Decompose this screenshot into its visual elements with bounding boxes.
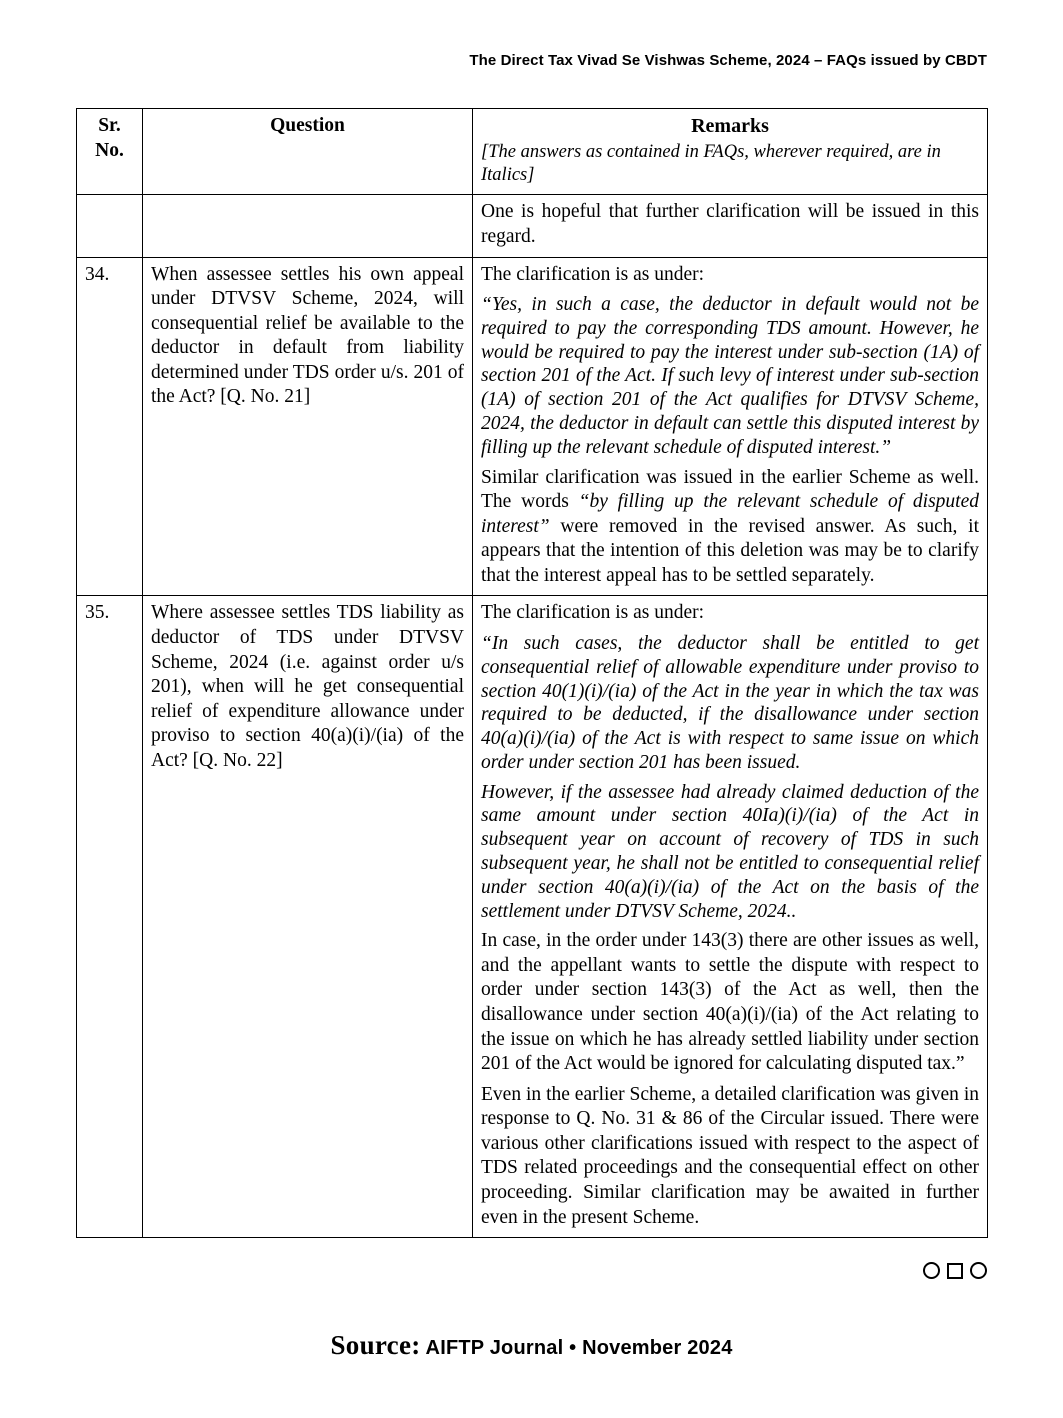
column-header-remarks-note: [The answers as contained in FAQs, wherever required, are in Italics]	[481, 142, 941, 186]
remarks-paragraph-quote: “Yes, in such a case, the deductor in default would not be required to pay the corresponding TDS amount. However, he would be required to pay the interest under sub-section (1A) of section 201 of the Act. If such levy of interest under sub-section (1A) of section 201 of the Act qualifies for DTVSV Scheme, 2024, the deductor in default can settle this disputed interest by filling up the relevant schedule of disputed interest.”	[481, 294, 979, 458]
cell-sr-no: 34.	[77, 257, 143, 596]
remarks-paragraph: The clarification is as under:	[481, 602, 705, 624]
emphasised-quote: “by filling up the relevant schedule of disputed interest”	[481, 491, 980, 537]
table-header	[77, 109, 988, 195]
footer-ornament	[923, 1262, 987, 1279]
cell-sr-no	[77, 195, 143, 257]
column-header-question: Question	[143, 109, 473, 195]
circle-icon	[923, 1262, 940, 1279]
remarks-paragraph-quote-continued: However, if the assessee had already claimed deduction of the same amount under section 40Ia)(i)/(ia) of the Act in subsequent year on account of recovery of TDS in such subsequent year, he shall not be entitled to consequential relief under section 40(a)(i)/(ia) of the Act on the basis of the settlement under DTVSV Scheme, 2024..	[481, 781, 979, 922]
page-header: The Direct Tax Vivad Se Vishwas Scheme, 2024 – FAQs issued by CBDT	[469, 52, 987, 69]
remarks-paragraph-quote-end: In case, in the order under 143(3) there are other issues as well, and the appellant wants to settle the dispute with respect to order under section 143(3) of the Act as well, then the disallowance under section 40(a)(i)/(ia) of the Act relating to the issue on which he has already settled liability under section 201 of the Act would be ignored for calculating disputed tax.”	[481, 930, 979, 1075]
source-label: Source:	[330, 1330, 421, 1360]
cell-question	[143, 195, 473, 257]
cell-sr-no: 35.	[77, 596, 143, 1238]
source-line	[0, 1330, 1063, 1361]
table-header-row	[77, 109, 988, 195]
cell-remarks	[473, 257, 988, 596]
cell-remarks	[473, 596, 988, 1238]
table-body	[77, 195, 988, 1238]
column-header-sr-no: Sr. No.	[77, 109, 143, 195]
faq-table	[76, 108, 988, 1238]
remarks-paragraph-commentary: Similar clarification was issued in the earlier Scheme as well. The words “by filling up the relevant schedule of disputed interest” were removed in the revised answer. As such, it appears that the intention of this deletion was may be to clarify that the interest appeal has to be settled separately.	[481, 466, 980, 586]
table-row	[77, 257, 988, 596]
cell-remarks	[473, 195, 988, 257]
remarks-paragraph: One is hopeful that further clarification will be issued in this regard.	[481, 201, 979, 247]
remarks-paragraph-quote: “In such cases, the deductor shall be entitled to get consequential relief of allowable expenditure under proviso to section 40(1)(i)/(ia) of the Act in the year in which the tax was required to be deducted, if the disallowance under section 40(a)(i)/(ia) of the Act is with respect to same issue on which order under section 201 has been issued.	[481, 632, 979, 773]
square-icon	[947, 1263, 963, 1279]
table-row	[77, 596, 988, 1238]
cell-question: Where assessee settles TDS liability as deductor of TDS under DTVSV Scheme, 2024 (i.e. against order u/s 201), when will he get consequential relief of expenditure allowance under proviso to section 40(a)(i)/(ia) of the Act? [Q. No. 22]	[143, 596, 473, 1238]
circle-icon	[970, 1262, 987, 1279]
remarks-paragraph-commentary: Even in the earlier Scheme, a detailed clarification was given in response to Q. No. 31 & 86 of the Circular issued. There were various other clarifications issued with respect to the aspect of TDS related proceedings and the consequential effect on other proceeding. Similar clarification may be awaited in further even in the present Scheme.	[481, 1083, 979, 1228]
source-value: AIFTP Journal • November 2024	[425, 1337, 733, 1359]
column-header-remarks-title: Remarks	[691, 115, 769, 137]
table-row	[77, 195, 988, 257]
remarks-paragraph: The clarification is as under:	[481, 263, 705, 285]
column-header-remarks	[473, 109, 988, 195]
cell-question: When assessee settles his own appeal under DTVSV Scheme, 2024, will consequential relief be available to the deductor in default from liability determined under TDS order u/s. 201 of the Act? [Q. No. 21]	[143, 257, 473, 596]
